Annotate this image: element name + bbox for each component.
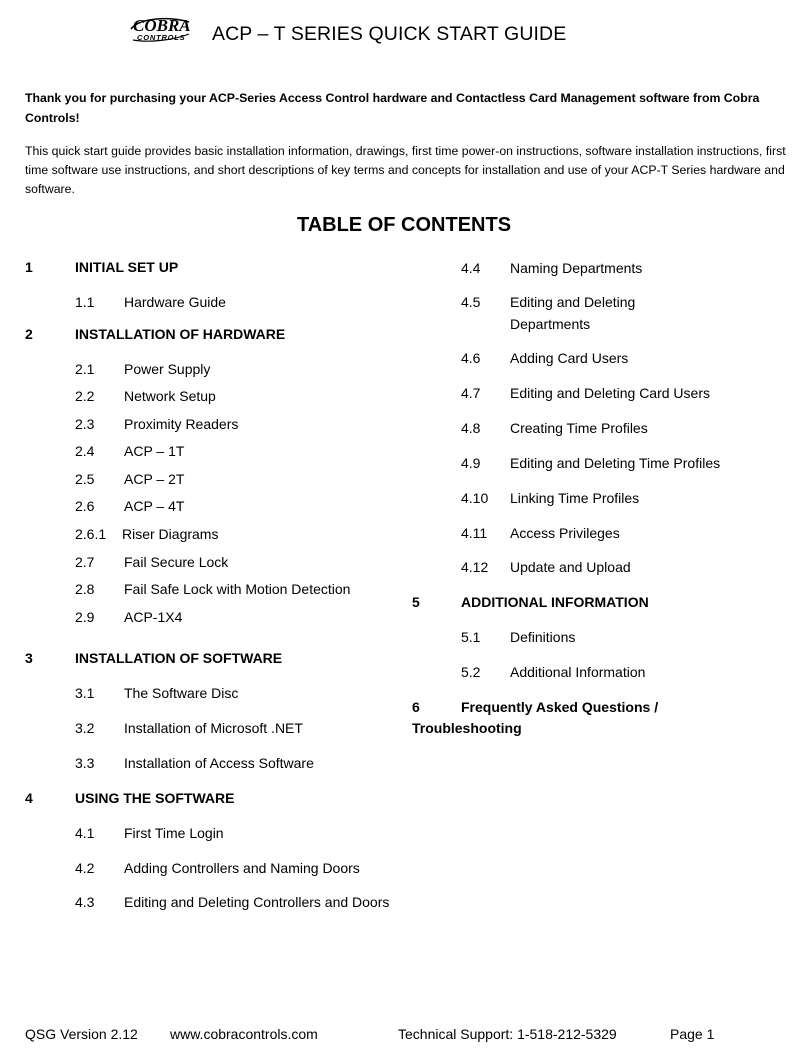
toc-num: 4.2 — [75, 860, 95, 876]
toc-num: 2.6 — [75, 498, 95, 514]
toc-num: 2.4 — [75, 443, 95, 459]
toc-entry-initial-set-up[interactable]: INITIAL SET UP — [75, 259, 179, 275]
toc-entry-access-software[interactable]: Installation of Access Software — [124, 755, 314, 771]
toc-num: 2.5 — [75, 471, 95, 487]
toc-entry-acp-1x4[interactable]: ACP-1X4 — [124, 609, 183, 625]
intro-paragraph: This quick start guide provides basic installation information, drawings, first time power-on instructions, software installation instructions, first time software use instructions, and short descriptions of key terms and concepts for installation and use of your ACP-T Series hardware and software. — [25, 144, 786, 196]
toc-num: 5.1 — [461, 629, 481, 645]
toc-entry-faq[interactable]: Frequently Asked Questions / — [461, 699, 659, 715]
toc-num: 3.3 — [75, 755, 95, 771]
toc-num: 1 — [25, 259, 33, 275]
toc-entry-naming-departments[interactable]: Naming Departments — [510, 260, 643, 276]
toc-entry-editing-card-users[interactable]: Editing and Deleting Card Users — [510, 385, 710, 401]
toc-entry-network-setup[interactable]: Network Setup — [124, 388, 216, 404]
logo-word: COBRA — [133, 16, 191, 35]
toc-num: 4 — [25, 790, 33, 806]
toc-num: 4.6 — [461, 350, 481, 366]
toc-num: 2.3 — [75, 416, 95, 432]
toc-num: 4.3 — [75, 894, 95, 910]
toc-num: 3.2 — [75, 720, 95, 736]
footer-page-number: Page 1 — [670, 1026, 715, 1042]
toc-num: 4.9 — [461, 455, 481, 471]
toc-num: 3 — [25, 650, 33, 666]
toc-entry-power-supply[interactable]: Power Supply — [124, 361, 211, 377]
toc-entry-creating-time-profiles[interactable]: Creating Time Profiles — [510, 420, 648, 436]
toc-entry-installation-of-software[interactable]: INSTALLATION OF SOFTWARE — [75, 650, 283, 666]
toc-num: 5 — [412, 594, 420, 610]
toc-entry-proximity-readers[interactable]: Proximity Readers — [124, 416, 239, 432]
toc-num: 5.2 — [461, 664, 481, 680]
toc-num: 4.4 — [461, 260, 481, 276]
toc-num: 4.12 — [461, 559, 489, 575]
toc-num: 4.5 — [461, 294, 481, 310]
logo-subword: CONTROLS — [137, 33, 186, 42]
toc-entry-hardware-guide[interactable]: Hardware Guide — [124, 294, 226, 310]
toc-num: 2.9 — [75, 609, 95, 625]
toc-num: 2 — [25, 326, 33, 342]
toc-entry-access-privileges[interactable]: Access Privileges — [510, 525, 620, 541]
toc-entry-adding-controllers[interactable]: Adding Controllers and Naming Doors — [124, 860, 360, 876]
toc-num: 1.1 — [75, 294, 95, 310]
toc-num: 4.8 — [461, 420, 481, 436]
document-title: ACP – T SERIES QUICK START GUIDE — [212, 23, 567, 45]
toc-entry-linking-time-profiles[interactable]: Linking Time Profiles — [510, 490, 640, 506]
toc-entry-fail-secure-lock[interactable]: Fail Secure Lock — [124, 554, 229, 570]
toc-num: 2.2 — [75, 388, 95, 404]
toc-entry-editing-departments-line2[interactable]: Departments — [510, 316, 591, 332]
toc-num: 2.6.1 — [75, 526, 107, 542]
toc-entry-fail-safe-lock[interactable]: Fail Safe Lock with Motion Detection — [124, 581, 351, 597]
toc-entry-acp-2t[interactable]: ACP – 2T — [124, 471, 185, 487]
toc-num: 2.8 — [75, 581, 95, 597]
footer-support: Technical Support: 1-518-212-5329 — [398, 1026, 617, 1042]
toc-num: 4.10 — [461, 490, 489, 506]
toc-entry-using-the-software[interactable]: USING THE SOFTWARE — [75, 790, 235, 806]
toc-entry-editing-controllers[interactable]: Editing and Deleting Controllers and Doors — [124, 894, 390, 910]
toc-entry-software-disc[interactable]: The Software Disc — [124, 685, 239, 701]
toc-entry-definitions[interactable]: Definitions — [510, 629, 576, 645]
toc-entry-installation-of-hardware[interactable]: INSTALLATION OF HARDWARE — [75, 326, 286, 342]
toc-entry-acp-4t[interactable]: ACP – 4T — [124, 498, 185, 514]
toc-entry-additional-information[interactable]: Additional Information — [510, 664, 646, 680]
footer-version: QSG Version 2.12 — [25, 1026, 138, 1042]
toc-entry-adding-card-users[interactable]: Adding Card Users — [510, 350, 629, 366]
toc-entry-microsoft-net[interactable]: Installation of Microsoft .NET — [124, 720, 303, 736]
toc-num: 4.7 — [461, 385, 481, 401]
toc-num: 4.1 — [75, 825, 95, 841]
toc-entry-acp-1t[interactable]: ACP – 1T — [124, 443, 185, 459]
toc-entry-first-time-login[interactable]: First Time Login — [124, 825, 224, 841]
footer-website[interactable]: www.cobracontrols.com — [170, 1026, 318, 1042]
cobra-logo — [129, 16, 191, 42]
toc-num: 3.1 — [75, 685, 95, 701]
toc-num: 2.7 — [75, 554, 95, 570]
toc-entry-additional-information-section[interactable]: ADDITIONAL INFORMATION — [461, 594, 649, 610]
toc-num: 6 — [412, 699, 420, 715]
toc-heading: TABLE OF CONTENTS — [296, 214, 512, 236]
toc-num: 4.11 — [461, 525, 488, 541]
toc-entry-faq-line2[interactable]: Troubleshooting — [412, 720, 522, 736]
toc-num: 2.1 — [75, 361, 95, 377]
toc-entry-riser-diagrams[interactable]: Riser Diagrams — [122, 526, 219, 542]
toc-entry-editing-departments[interactable]: Editing and Deleting — [510, 294, 636, 310]
thank-you-paragraph: Thank you for purchasing your ACP-Series Access Control hardware and Contactless Card Management software from Cobra Controls! — [25, 91, 760, 125]
toc-entry-editing-time-profiles[interactable]: Editing and Deleting Time Profiles — [510, 455, 721, 471]
toc-entry-update-and-upload[interactable]: Update and Upload — [510, 559, 631, 575]
